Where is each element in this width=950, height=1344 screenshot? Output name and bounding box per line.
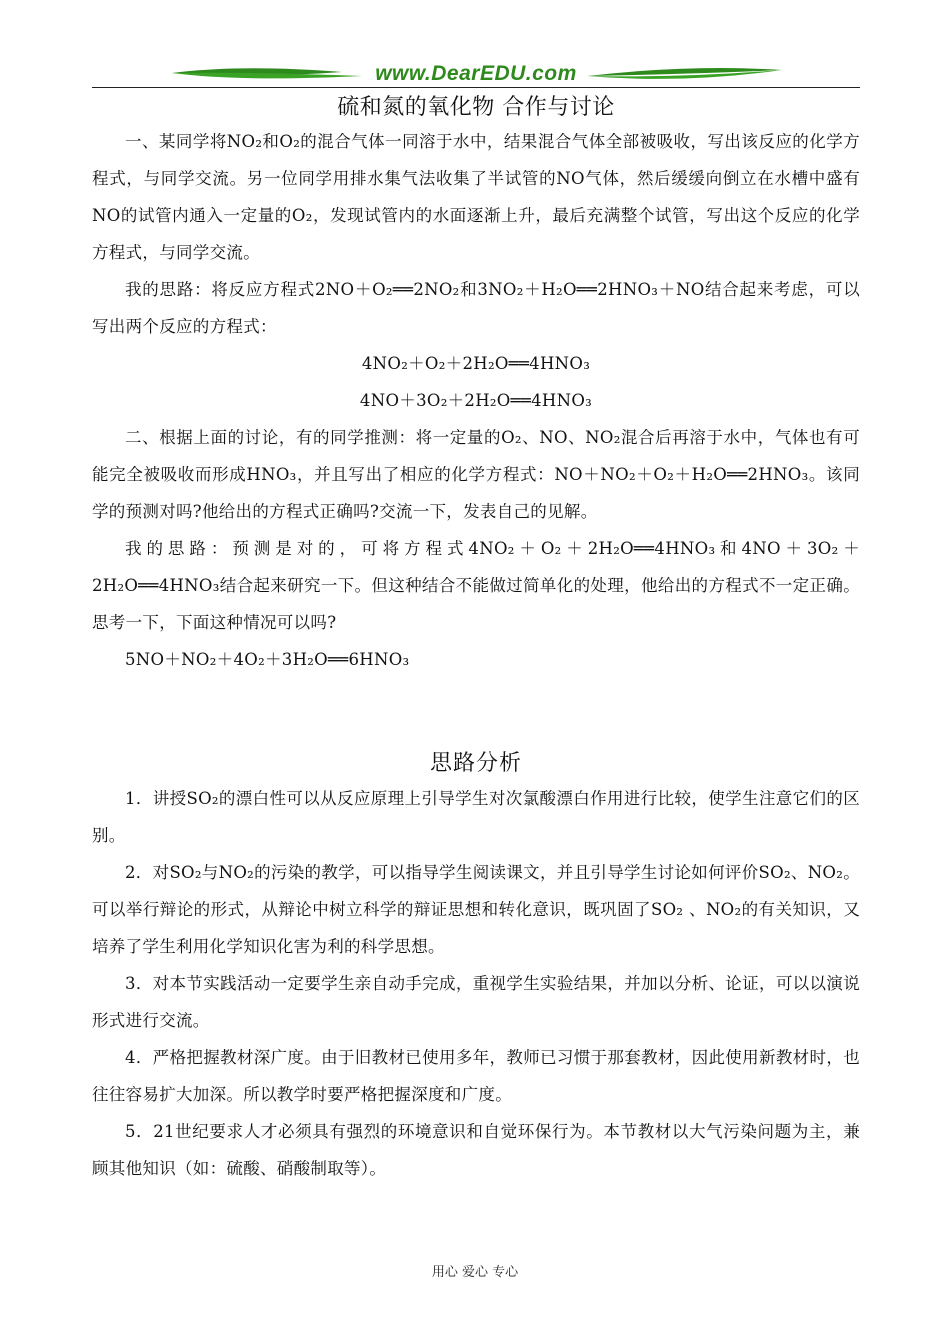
discussion-question-2: 二、根据上面的讨论，有的同学推测：将一定量的O₂、NO、NO₂混合后再溶于水中，气体也有可能完全被吸收而形成HNO₃，并且写出了相应的化学方程式：NO＋NO₂＋O₂＋H₂O══2HNO₃。该同学的预测对吗?他给出的方程式正确吗?交流一下，发表自己的见解。 bbox=[92, 428, 860, 521]
document-title: 硫和氮的氧化物 合作与讨论 bbox=[337, 95, 615, 120]
equation-1: 4NO₂＋O₂＋2H₂O══4HNO₃ bbox=[361, 354, 591, 373]
section-spacer bbox=[92, 678, 860, 748]
analysis-item-2: 2．对SO₂与NO₂的污染的教学，可以指导学生阅读课文，并且引导学生讨论如何评价SO₂、NO₂。可以举行辩论的形式，从辩论中树立科学的辩证思想和转化意识，既巩固了SO₂ 、NO₂的有关知识，又培养了学生利用化学知识化害为利的科学思想。 bbox=[92, 863, 860, 956]
site-logo-text: www.DearEDU.com bbox=[375, 62, 577, 85]
analysis-item-5: 5．21世纪要求人才必须具有强烈的环境意识和自觉环保行为。本节教材以大气污染问题为主，兼顾其他知识（如：硫酸、硝酸制取等）。 bbox=[92, 1122, 860, 1178]
page-footer: 用心 爱心 专心 bbox=[431, 1265, 519, 1280]
discussion-answer-2: 我的思路：预测是对的，可将方程式4NO₂＋O₂＋2H₂O══4HNO₃和4NO＋3O₂＋2H₂O══4HNO₃结合起来研究一下。但这种结合不能做过简单化的处理，他给出的方程式不一定正确。思考一下，下面这种情况可以吗? bbox=[92, 539, 860, 632]
header-divider bbox=[92, 87, 860, 88]
analysis-item-4: 4．严格把握教材深广度。由于旧教材已使用多年，教师已习惯于那套教材，因此使用新教材时，也往往容易扩大加深。所以教学时要严格把握深度和广度。 bbox=[92, 1048, 860, 1104]
section-title: 思路分析 bbox=[429, 751, 522, 776]
site-header bbox=[92, 60, 860, 90]
analysis-item-3: 3．对本节实践活动一定要学生亲自动手完成，重视学生实验结果，并加以分析、论证，可以以演说形式进行交流。 bbox=[92, 974, 860, 1030]
equation-2: 4NO＋3O₂＋2H₂O══4HNO₃ bbox=[359, 391, 593, 410]
discussion-question-1: 一、某同学将NO₂和O₂的混合气体一同溶于水中，结果混合气体全部被吸收，写出该反应的化学方程式，与同学交流。另一位同学用排水集气法收集了半试管的NO气体，然后缓缓向倒立在水槽中盛有NO的试管内通入一定量的O₂，发现试管内的水面逐渐上升，最后充满整个试管，写出这个反应的化学方程式，与同学交流。 bbox=[92, 132, 860, 262]
document-body bbox=[92, 93, 860, 1187]
equation-3: 5NO＋NO₂＋4O₂＋3H₂O══6HNO₃ bbox=[125, 650, 410, 669]
discussion-answer-1: 我的思路：将反应方程式2NO＋O₂══2NO₂和3NO₂＋H₂O══2HNO₃＋NO结合起来考虑，可以写出两个反应的方程式： bbox=[92, 280, 860, 336]
analysis-item-1: 1．讲授SO₂的漂白性可以从反应原理上引导学生对次氯酸漂白作用进行比较，使学生注意它们的区别。 bbox=[92, 789, 860, 845]
